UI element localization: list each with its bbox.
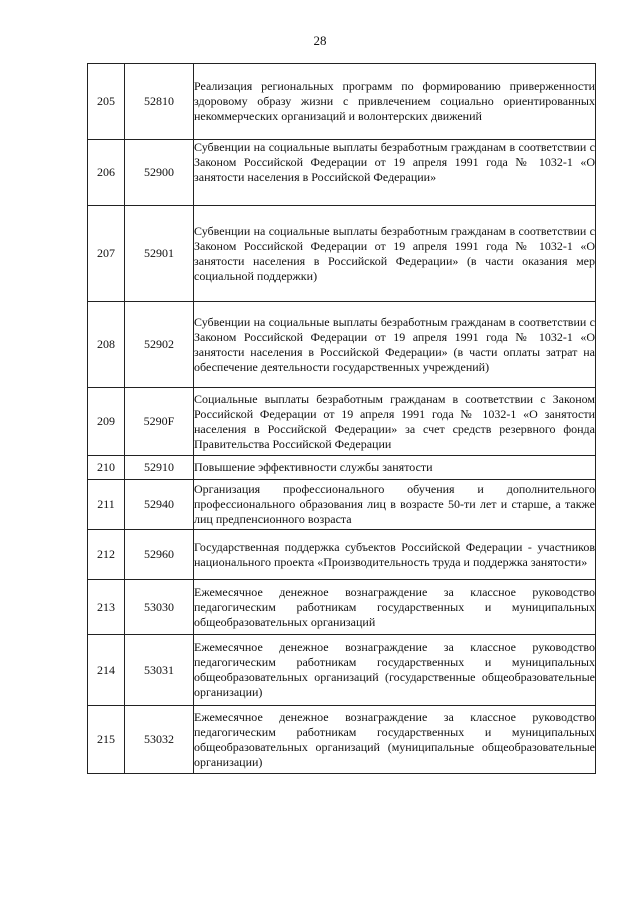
row-code: 5290F xyxy=(125,388,194,456)
table-row xyxy=(88,580,596,635)
table-row xyxy=(88,302,596,388)
budget-codes-table xyxy=(87,63,596,774)
table-row xyxy=(88,140,596,206)
table-row xyxy=(88,64,596,140)
row-number: 215 xyxy=(88,706,125,774)
row-description: Социальные выплаты безработным гражданам в соответствии с Законом Российской Федерации от 19 апреля 1991 года № 1032-1 «О занятости населения в Российской Федерации» за счет средств резервного фонда Правительства Российской Федерации xyxy=(194,388,596,456)
table-row xyxy=(88,635,596,706)
row-code: 53030 xyxy=(125,580,194,635)
row-description: Организация профессионального обучения и дополнительного профессионального образования лиц в возрасте 50-ти лет и старше, а также лиц предпенсионного возраста xyxy=(194,480,596,530)
row-description: Реализация региональных программ по формированию приверженности здоровому образу жизни с привлечением социально ориентированных некоммерческих организаций и волонтерских движений xyxy=(194,64,596,140)
row-code: 52900 xyxy=(125,140,194,206)
row-description: Ежемесячное денежное вознаграждение за классное руководство педагогическим работникам государственных и муниципальных общеобразовательных организаций xyxy=(194,580,596,635)
row-number: 207 xyxy=(88,206,125,302)
table-row xyxy=(88,480,596,530)
table-row xyxy=(88,388,596,456)
row-code: 52960 xyxy=(125,530,194,580)
row-description: Субвенции на социальные выплаты безработным гражданам в соответствии с Законом Российской Федерации от 19 апреля 1991 года № 1032-1 «О занятости населения в Российской Федерации» (в части оказания мер социальной поддержки) xyxy=(194,206,596,302)
row-description: Повышение эффективности службы занятости xyxy=(194,456,596,480)
row-number: 212 xyxy=(88,530,125,580)
row-code: 52902 xyxy=(125,302,194,388)
row-number: 211 xyxy=(88,480,125,530)
row-description: Субвенции на социальные выплаты безработным гражданам в соответствии с Законом Российской Федерации от 19 апреля 1991 года № 1032-1 «О занятости населения в Российской Федерации» xyxy=(194,140,596,206)
row-description: Ежемесячное денежное вознаграждение за классное руководство педагогическим работникам государственных и муниципальных общеобразовательных организаций (муниципальные общеобразовательные организации) xyxy=(194,706,596,774)
row-description: Субвенции на социальные выплаты безработным гражданам в соответствии с Законом Российской Федерации от 19 апреля 1991 года № 1032-1 «О занятости населения в Российской Федерации» (в части оплаты затрат на обеспечение деятельности государственных учреждений) xyxy=(194,302,596,388)
table-row xyxy=(88,530,596,580)
row-number: 205 xyxy=(88,64,125,140)
row-code: 52940 xyxy=(125,480,194,530)
row-number: 210 xyxy=(88,456,125,480)
row-code: 53032 xyxy=(125,706,194,774)
table-row xyxy=(88,706,596,774)
row-number: 214 xyxy=(88,635,125,706)
row-number: 208 xyxy=(88,302,125,388)
row-number: 206 xyxy=(88,140,125,206)
row-description: Государственная поддержка субъектов Российской Федерации - участников национального проекта «Производительность труда и поддержка занятости» xyxy=(194,530,596,580)
table-row xyxy=(88,456,596,480)
row-code: 52810 xyxy=(125,64,194,140)
row-code: 53031 xyxy=(125,635,194,706)
table-row xyxy=(88,206,596,302)
page-number: 28 xyxy=(313,33,327,48)
row-number: 209 xyxy=(88,388,125,456)
row-number: 213 xyxy=(88,580,125,635)
row-description: Ежемесячное денежное вознаграждение за классное руководство педагогическим работникам государственных и муниципальных общеобразовательных организаций (государственные общеобразовательные организации) xyxy=(194,635,596,706)
row-code: 52901 xyxy=(125,206,194,302)
row-code: 52910 xyxy=(125,456,194,480)
